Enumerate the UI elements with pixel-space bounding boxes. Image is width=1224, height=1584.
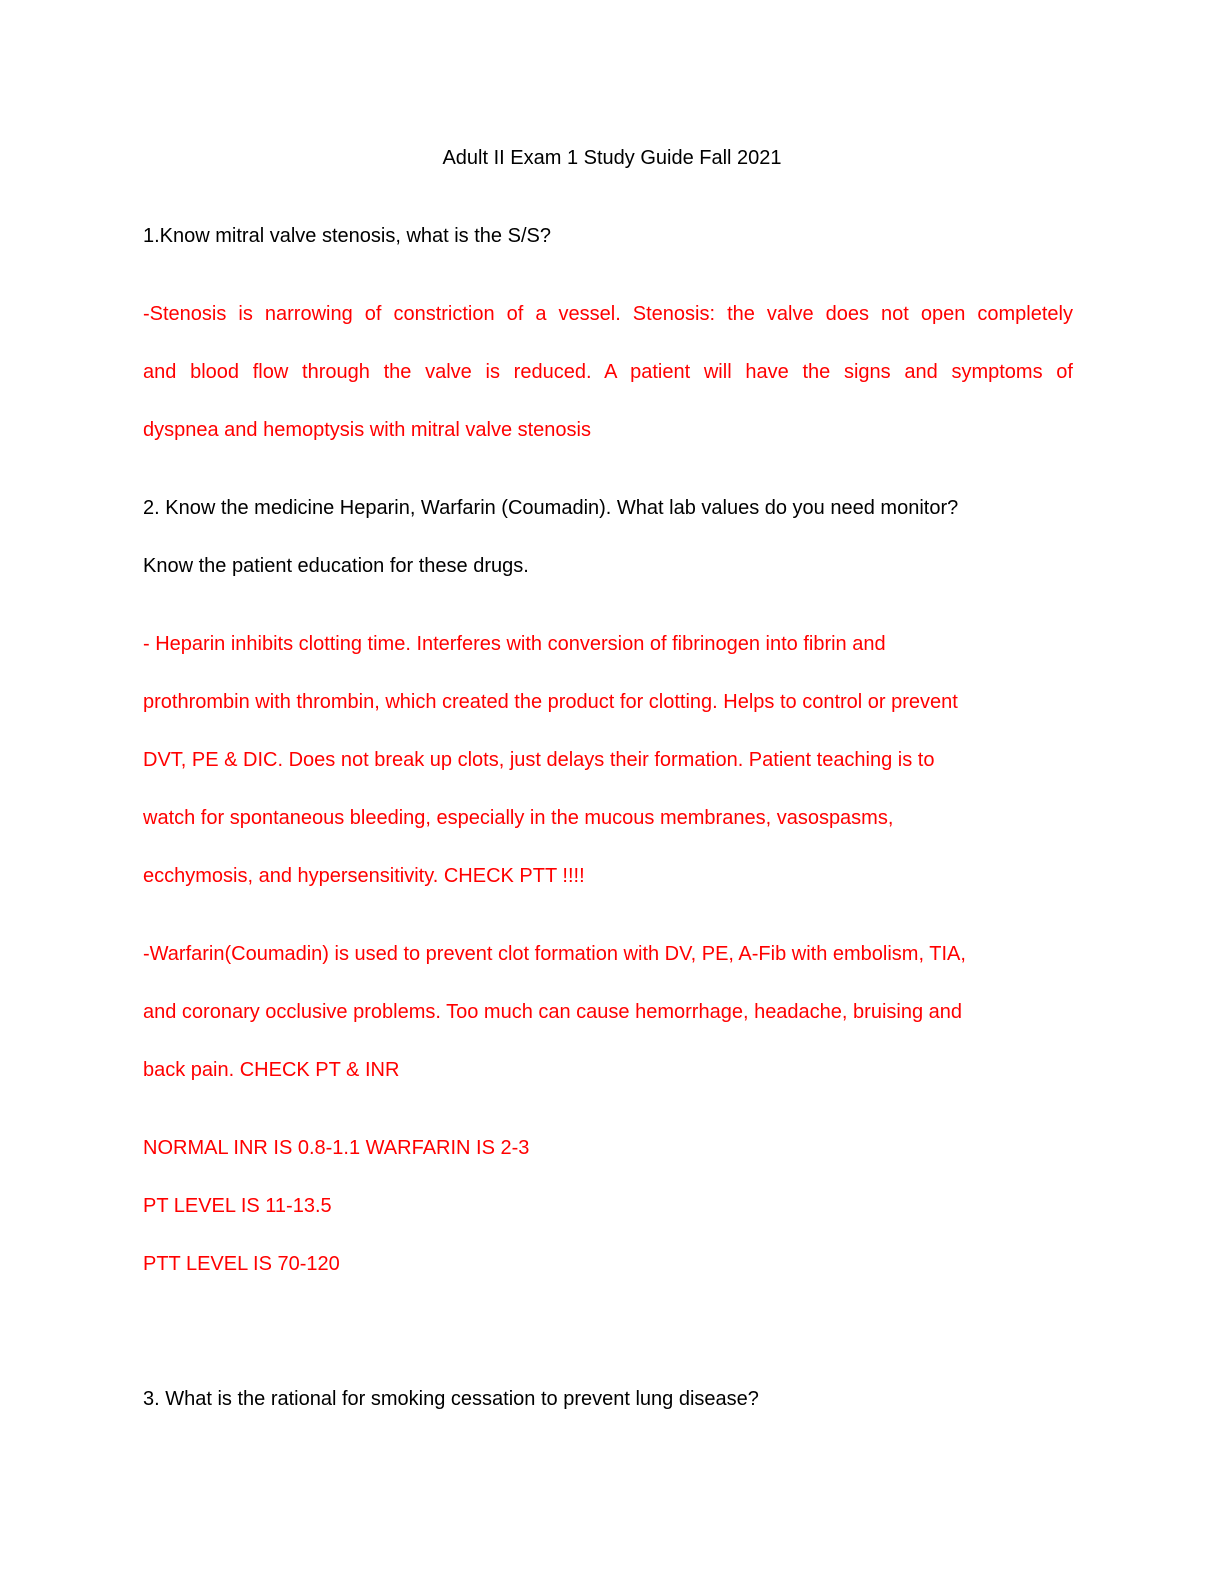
question-2-line-1: 2. Know the medicine Heparin, Warfarin (Coumadin). What lab values do you need monitor?: [143, 497, 959, 519]
question-1: 1.Know mitral valve stenosis, what is the S/S?: [143, 225, 551, 247]
warfarin-line-2: and coronary occlusive problems. Too much can cause hemorrhage, headache, bruising and: [143, 1001, 963, 1023]
inr-level: NORMAL INR IS 0.8-1.1 WARFARIN IS 2-3: [143, 1137, 530, 1159]
heparin-line-1: - Heparin inhibits clotting time. Interferes with conversion of fibrinogen into fibrin and: [143, 633, 886, 655]
warfarin-line-1: -Warfarin(Coumadin) is used to prevent clot formation with DV, PE, A-Fib with embolism, TIA,: [143, 943, 966, 965]
ptt-level: PTT LEVEL IS 70-120: [143, 1253, 340, 1275]
answer-1-line-2: and blood flow through the valve is reduced. A patient will have the signs and symptoms of: [143, 361, 1073, 383]
heparin-line-4: watch for spontaneous bleeding, especially in the mucous membranes, vasospasms,: [143, 807, 894, 829]
answer-1-line-1: -Stenosis is narrowing of constriction of a vessel. Stenosis: the valve does not open completely: [143, 303, 1073, 325]
heparin-line-3: DVT, PE & DIC. Does not break up clots, just delays their formation. Patient teaching is to: [143, 749, 935, 771]
pt-level: PT LEVEL IS 11-13.5: [143, 1195, 332, 1217]
heparin-line-2: prothrombin with thrombin, which created the product for clotting. Helps to control or prevent: [143, 691, 958, 713]
warfarin-line-3: back pain. CHECK PT & INR: [143, 1059, 400, 1081]
answer-1-line-3: dyspnea and hemoptysis with mitral valve stenosis: [143, 419, 591, 441]
question-2-line-2: Know the patient education for these drugs.: [143, 555, 529, 577]
document-title: Adult II Exam 1 Study Guide Fall 2021: [442, 147, 782, 169]
question-3: 3. What is the rational for smoking cessation to prevent lung disease?: [143, 1388, 759, 1410]
heparin-line-5: ecchymosis, and hypersensitivity. CHECK PTT !!!!: [143, 865, 585, 887]
